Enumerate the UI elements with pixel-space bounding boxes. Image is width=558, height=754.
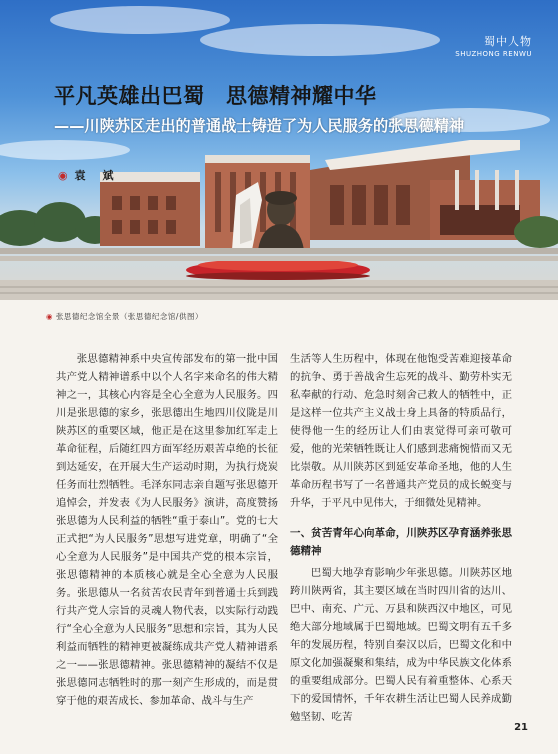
section-tag-en: SHUZHONG RENWU <box>455 50 532 58</box>
right-building <box>310 140 540 240</box>
page-number: 21 <box>514 722 528 733</box>
author-byline <box>58 167 116 183</box>
trees-left <box>0 202 115 246</box>
section-heading: 一、贫苦青年心向革命，川陕苏区孕育涵养张思德精神 <box>290 527 512 557</box>
flower-bed <box>186 259 370 280</box>
body-column-left <box>56 350 278 710</box>
section-paragraph <box>290 564 512 726</box>
section-lead: 巴蜀大地孕育影响少年张思德。 <box>310 567 460 579</box>
article-subtitle: ——川陕苏区走出的普通战士铸造了为人民服务的张思德精神 <box>54 117 465 135</box>
left-building <box>100 172 200 246</box>
section-text: 川陕苏区地跨川陕两省，其主要区域在当时四川省的达川、巴中、南充、广元、万县和陕西汉中地区，可见绝大部分地域属于巴蜀地域。巴蜀文明有五千多年的发展历程，特别自秦汉以后，巴蜀文化和中原文化加强凝聚和集结，成为中华民族文化体系的重要组成部分。巴蜀人民有着重整体、心系天下的爱国情怀，千年农耕生活让巴蜀人民养成勤勉坚韧、吃苦 <box>290 567 513 723</box>
section-tag <box>455 33 532 58</box>
photo-caption <box>46 311 203 322</box>
article-title: 平凡英雄出巴蜀 思德精神耀中华 <box>54 83 377 108</box>
author-bullet-icon: ◉ <box>58 169 68 182</box>
hero-photo <box>0 0 558 300</box>
photo-caption-text: 张思德纪念馆全景（张思德纪念馆/供图） <box>55 312 203 321</box>
body-column-right <box>290 350 512 726</box>
caption-bullet-icon: ◉ <box>46 312 54 321</box>
body-paragraph: 张思德精神系中央宣传部发布的第一批中国共产党人精神谱系中以个人名字来命名的伟大精神之一，其核心内容是全心全意为人民服务。四川是张思德的家乡，张思德出生地四川仪陇是川陕苏区的重要区域，他正是在这里参加红军走上革命征程，后随红四方面军经历艰苦卓绝的长征到达延安，在开展大生产运动时期，为执行烧炭任务而壮烈牺牲。毛泽东同志亲自题写张思德开追悼会，并发表《为人民服务》演讲，高度赞扬张思德为人民利益的牺牲“重于泰山”。党的七大正式把“为人民服务”思想写进党章，明确了“全心全意为人民服务”是中国共产党的根本宗旨，张思德精神的本质核心就是全心全意为人民服务。张思德从一名贫苦农民青年到普通士兵到践行共产党人宗旨的灵魂人物代表，以实际行动践行“全心全意为人民服务”思想和宗旨，其为人民利益而牺牲的精神更被凝练成共产党人精神谱系之一——张思德精神。张思德精神的凝结不仅是张思德同志牺牲时的那一刻产生形成的，而是贯穿于他的艰苦成长、参加革命、战斗与生产 <box>56 353 278 707</box>
section-tag-zh: 蜀中人物 <box>484 35 532 48</box>
author-name: 袁 斌 <box>74 169 117 182</box>
body-paragraph-continued: 生活等人生历程中，体现在他饱受苦难迎接革命的抗争、勇于善战舍生忘死的战斗、勤劳朴实无私奉献的行动、危急时刻舍己救人的牺牲中，正是这样一位共产主义战士身上具备的特质品行，使得他一生的经历让人们由衷觉得可亲可敬可爱，他的光荣牺牲既让人们感到悲痛惋惜而又无比崇敬。从川陕苏区到延安革命圣地，他的人生革命历程书写了一名普通共产党员的成长蜕变与升华，于平凡中见伟大，于细微处见精神。 <box>290 353 512 509</box>
